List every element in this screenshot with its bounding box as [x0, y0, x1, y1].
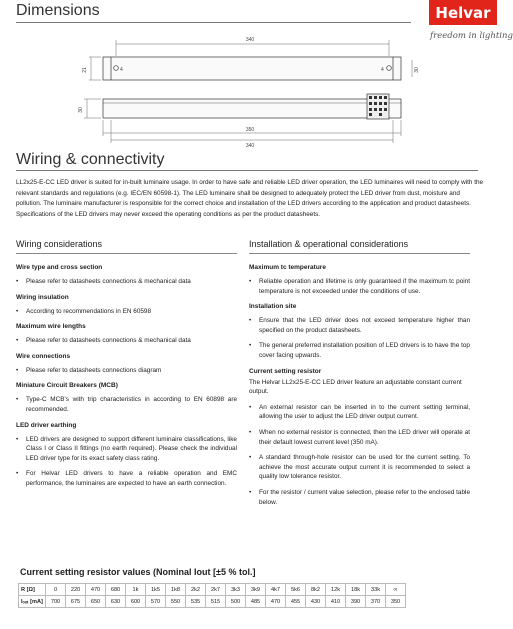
list-item: • Please refer to datasheets connections & mechanical data [16, 337, 191, 345]
r-cell: 5k6 [286, 584, 306, 596]
dimension-drawing [0, 0, 497, 150]
list-item: • A standard through-hole resistor can be used for the current setting. To achieve the most accurate output current it is recommended to select a quality low tolerance resistor. [249, 454, 470, 481]
helvar-logo: Helvar [429, 0, 497, 25]
list-item: • Ensure that the LED driver does not exceed temperature higher than specified on the product datasheets. [249, 317, 470, 334]
wiring-considerations-heading: Wiring considerations [16, 239, 103, 249]
overall-length-label: 350 [245, 127, 255, 133]
section-title: Miniature Circuit Breakers (MCB) [16, 382, 118, 390]
r-cell: 1k8 [166, 584, 186, 596]
list-item: • The general preferred installation position of LED drivers is to have the top cover facing upwards. [249, 342, 470, 359]
section-title: LED driver earthing [16, 421, 77, 429]
section-title: Current setting resistor [249, 367, 322, 375]
i-cell: 630 [106, 596, 126, 608]
section-text: The Helvar LL2x25-E-CC LED driver feature an adjustable constant current output. [249, 378, 462, 396]
i-cell: 390 [346, 596, 366, 608]
wiring-rule [16, 170, 478, 171]
column-rule [249, 253, 470, 254]
r-cell: ∞ [386, 584, 406, 596]
r-cell: 680 [106, 584, 126, 596]
i-cell: 470 [266, 596, 286, 608]
i-cell: 535 [186, 596, 206, 608]
i-cell: 550 [166, 596, 186, 608]
installation-considerations-heading: Installation & operational considerations [249, 239, 409, 249]
i-cell: 570 [146, 596, 166, 608]
table-row [19, 596, 406, 608]
top-length-label: 340 [245, 37, 255, 43]
wiring-considerations-column [16, 238, 237, 495]
section-title: Wire connections [16, 352, 71, 360]
r-cell: 2k2 [186, 584, 206, 596]
list-item: • Type-C MCB's with trip characteristics in according to EN 60898 are recommended. [16, 396, 237, 413]
section-title: Maximum wire lengths [16, 323, 86, 331]
tagline: freedom in lighting [430, 31, 513, 41]
list-item: • Reliable operation and lifetime is only guaranteed if the maximum tc point temperature is not exceeded under the conditions of use. [249, 278, 470, 295]
list-item: • Please refer to datasheets connections & mechanical data [16, 278, 191, 285]
section-title: Maximum tc temperature [249, 264, 326, 271]
r-cell: 4k7 [266, 584, 286, 596]
row-label: R [Ω] [19, 584, 46, 596]
inner-length-label: 340 [245, 143, 255, 149]
resistor-table [18, 583, 406, 608]
r-cell: 470 [86, 584, 106, 596]
i-cell: 430 [306, 596, 326, 608]
r-cell: 220 [66, 584, 86, 596]
i-cell: 650 [86, 596, 106, 608]
section-title: Wire type and cross section [16, 264, 103, 271]
i-cell: 370 [366, 596, 386, 608]
list-item: • An external resistor can be inserted in to the current setting terminal, allowing the user to adjust the LED driver output current. [249, 403, 470, 421]
list-item: • For the resistor / current value selection, please refer to the enclosed table below. [249, 488, 470, 506]
r-cell: 3k3 [226, 584, 246, 596]
table-row [19, 584, 406, 596]
dimensions-title: Dimensions [16, 2, 100, 19]
i-cell: 600 [126, 596, 146, 608]
r-cell: 3k9 [246, 584, 266, 596]
connector-left-label: 4 [120, 67, 123, 73]
i-cell: 675 [66, 596, 86, 608]
r-cell: 18k [346, 584, 366, 596]
r-cell: 1k [126, 584, 146, 596]
list-item: • When no external resistor is connected, then the LED driver will operate at their default lowest current level (350 mA). [249, 428, 470, 446]
section-title: Installation site [249, 303, 297, 311]
installation-considerations-column [249, 238, 470, 513]
r-cell: 8k2 [306, 584, 326, 596]
wiring-intro: LL2x25-E-CC LED driver is suited for in-built luminaire usage. In order to have safe and reliable LED driver operation, the LED luminaires will need to comply with the relevant standards and regulations (e.g. IEC/EN 60598-1). The LED luminaire shall be designed to adequately protect the LED driver from dust, moisture and pollution. The luminaire manufacturer is responsible for the correct choice and installation of the LED drivers according to the application and product datasheets. Specifications of the LED drivers may never exceed the operating conditions as per the product datasheets. [16, 179, 484, 218]
i-cell: 410 [326, 596, 346, 608]
list-item: • Please refer to datasheets connections diagram [16, 366, 162, 374]
i-cell: 500 [226, 596, 246, 608]
table-title: Current setting resistor values (Nominal Iout [±5 % tol.] [20, 567, 256, 577]
section-title: Wiring insulation [16, 293, 69, 301]
i-cell: 700 [46, 596, 66, 608]
wiring-title: Wiring & connectivity [16, 151, 165, 168]
row-label: Iₒᵤₜ [mA] [19, 596, 46, 608]
r-cell: 33k [366, 584, 386, 596]
top-view [89, 40, 412, 80]
r-cell: 0 [46, 584, 66, 596]
height-label: 30 [78, 107, 84, 113]
width-label: 21 [82, 67, 88, 73]
i-cell: 485 [246, 596, 266, 608]
i-cell: 350 [386, 596, 406, 608]
r-cell: 12k [326, 584, 346, 596]
list-item: • LED drivers are designed to support different luminaire classifications, like Class I or Class II fittings (no earth required). Please check the individual LED driver type for its exact safety class rating. [16, 435, 237, 462]
r-cell: 1k5 [146, 584, 166, 596]
r-cell: 2k7 [206, 584, 226, 596]
i-cell: 455 [286, 596, 306, 608]
i-cell: 515 [206, 596, 226, 608]
column-rule [16, 253, 237, 254]
right-width-label: 30 [414, 67, 420, 73]
list-item: • For Helvar LED drivers to have a reliable operation and EMC performance, the luminaires are expected to have an earth connection. [16, 470, 237, 487]
list-item: • According to recommendations in EN 60598 [16, 307, 152, 315]
side-view [84, 94, 401, 143]
connector-right-label: 4 [381, 67, 384, 73]
